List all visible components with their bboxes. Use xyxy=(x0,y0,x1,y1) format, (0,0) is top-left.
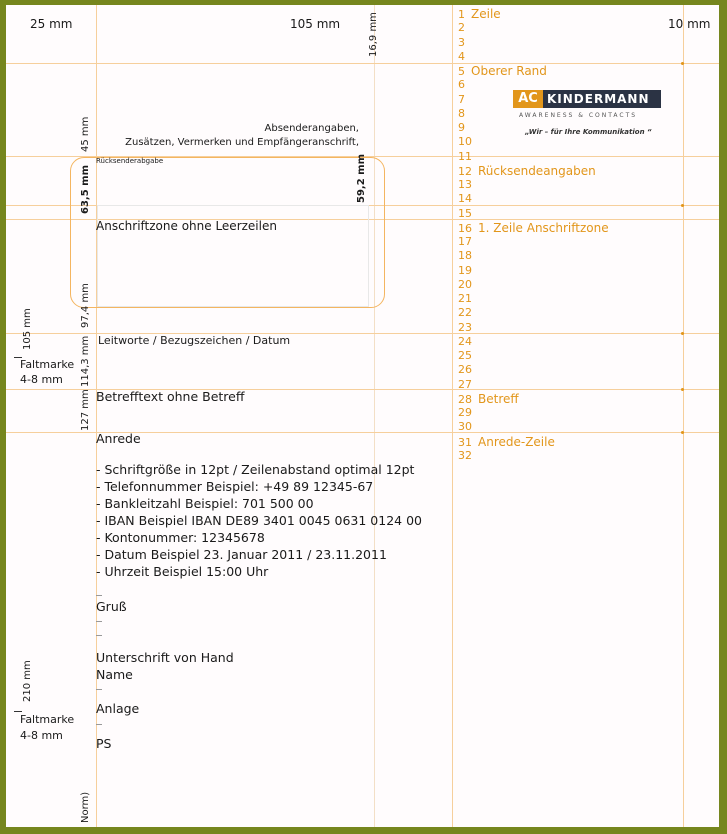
dim-norm: Norm) xyxy=(80,791,91,823)
line-number-row xyxy=(458,50,465,64)
line-number-row xyxy=(458,78,465,92)
line-number: 4 xyxy=(458,49,465,63)
sender-info-line2: Zusätzen, Vermerken und Empfängeranschrift, xyxy=(125,137,359,148)
content-bullet: - Bankleitzahl Beispiel: 701 500 00 xyxy=(96,496,314,511)
line-number-row xyxy=(458,349,472,363)
line-number-row xyxy=(458,363,472,377)
line-number: 19 xyxy=(458,263,472,277)
line-number-row xyxy=(458,121,465,135)
attachment-line: Anlage xyxy=(96,701,140,716)
line-number: 24 xyxy=(458,334,472,348)
line-number: 27 xyxy=(458,377,472,391)
line-number: 8 xyxy=(458,106,465,120)
line-number: 21 xyxy=(458,292,472,305)
line-number-row xyxy=(458,406,472,420)
line-number-row xyxy=(458,21,465,35)
right-margin-dim: 10 mm xyxy=(668,17,711,31)
line-number: 13 xyxy=(458,178,472,191)
line-number: 29 xyxy=(458,406,472,419)
line-number: 17 xyxy=(458,235,472,248)
dim-45mm: 45 mm xyxy=(80,116,91,152)
line-number: 15 xyxy=(458,206,472,220)
line-number-row xyxy=(458,235,472,249)
fold-mark-label-2: Faltmarke xyxy=(20,713,75,726)
content-bullet: - Telefonnummer Beispiel: +49 89 12345-67 xyxy=(96,479,374,494)
spacer-dash xyxy=(96,635,102,636)
guide-dot xyxy=(681,388,684,391)
line-number: 2 xyxy=(458,21,465,35)
line-number: 22 xyxy=(458,306,472,320)
right-margin-guide xyxy=(683,5,684,827)
content-bullet: - Kontonummer: 12345678 xyxy=(96,530,265,545)
logo-badge: AC xyxy=(513,90,543,108)
address-zone-label: Anschriftzone ohne Leerzeilen xyxy=(96,219,277,233)
content-bullet: - IBAN Beispiel IBAN DE89 3401 0045 0631 0124 00 xyxy=(96,513,423,528)
company-logo xyxy=(513,90,663,142)
line-number: 1 xyxy=(458,8,465,21)
ps-line: PS xyxy=(96,736,112,751)
line-number-row xyxy=(458,107,465,121)
line-number-row xyxy=(458,264,472,278)
signature-line: Unterschrift von Hand xyxy=(96,650,234,665)
line-number-row xyxy=(458,378,472,392)
spacer-dash xyxy=(96,595,102,596)
line-number: 3 xyxy=(458,35,465,49)
line-number-row xyxy=(458,36,465,50)
line-number-row xyxy=(458,306,472,320)
letter-template-page xyxy=(6,5,719,827)
spacer-dash xyxy=(96,621,102,622)
sender-info-line1: Absenderangaben, xyxy=(264,123,359,134)
logo-tagline: AWARENESS & CONTACTS xyxy=(519,112,638,119)
return-address-label: Rücksenderabgabe xyxy=(96,157,164,165)
fold-mark-sub-1: 4-8 mm xyxy=(20,373,63,386)
line-number-label: Anrede-Zeile xyxy=(478,434,555,449)
line-number-row xyxy=(458,249,472,263)
line-number-row xyxy=(458,207,472,221)
dim-63mm: 63,5 mm xyxy=(80,165,91,214)
line-number: 6 xyxy=(458,78,465,92)
line-number-row xyxy=(458,335,472,349)
line-number: 10 xyxy=(458,135,472,149)
greeting: Gruß xyxy=(96,599,127,614)
line-number-guide xyxy=(452,5,453,827)
line-number-row xyxy=(458,292,472,306)
subject-line: Betrefftext ohne Betreff xyxy=(96,389,245,404)
line-number: 23 xyxy=(458,320,472,334)
fold-mark-label-1: Faltmarke xyxy=(20,358,75,371)
line-number-row xyxy=(458,150,472,164)
line-number: 18 xyxy=(458,249,472,263)
content-bullet: - Datum Beispiel 23. Januar 2011 / 23.11.2011 xyxy=(96,547,387,562)
line-number: 31 xyxy=(458,435,472,449)
line-number-label: Oberer Rand xyxy=(471,64,547,78)
line-number: 32 xyxy=(458,448,472,462)
line-number: 9 xyxy=(458,121,465,134)
line-number: 14 xyxy=(458,192,472,206)
spacer-dash xyxy=(96,724,102,725)
logo-slogan: „Wir – für Ihre Kommunikation “ xyxy=(525,128,652,136)
line-number-label: Zeile xyxy=(471,7,501,21)
line-number: 5 xyxy=(458,65,465,78)
guide-dot xyxy=(681,332,684,335)
dim-114mm: 114,3 mm xyxy=(80,335,91,387)
spacer-dash xyxy=(96,689,102,690)
address-window-width-dim: 59,2 mm xyxy=(356,154,367,203)
line-number-label: Rücksendeangaben xyxy=(478,163,596,178)
dim-105mm: 105 mm xyxy=(22,308,33,350)
line-number-label: Betreff xyxy=(478,391,519,406)
line-number: 7 xyxy=(458,92,465,106)
guide-dot xyxy=(681,431,684,434)
line-number: 30 xyxy=(458,420,472,434)
line-number: 11 xyxy=(458,149,472,163)
reference-line: Leitworte / Bezugszeichen / Datum xyxy=(98,334,291,347)
line-number-row xyxy=(458,178,472,192)
dim-127mm: 127 mm xyxy=(80,389,91,431)
left-margin-dim: 25 mm xyxy=(30,17,73,31)
line-number-row xyxy=(458,449,472,463)
line-number-row xyxy=(458,64,547,79)
line-number-row xyxy=(458,221,609,236)
top-margin-guide xyxy=(6,63,719,64)
name-line: Name xyxy=(96,667,133,682)
salutation: Anrede xyxy=(96,431,141,446)
line-number-row xyxy=(458,7,501,22)
line-number-row xyxy=(458,392,519,407)
fold-mark-sub-2: 4-8 mm xyxy=(20,729,63,742)
line-number-row xyxy=(458,93,465,107)
content-bullet: - Schriftgröße in 12pt / Zeilenabstand optimal 12pt xyxy=(96,462,415,477)
guide-dot xyxy=(681,204,684,207)
top-margin-vertical-dim: 16,9 mm xyxy=(368,12,379,57)
dim-97mm: 97,4 mm xyxy=(80,283,91,328)
dim-210mm: 210 mm xyxy=(22,660,33,702)
logo-name: KINDERMANN xyxy=(543,90,661,108)
line-number-row xyxy=(458,278,472,292)
line-number: 28 xyxy=(458,392,472,406)
guide-dot xyxy=(681,62,684,65)
center-guide xyxy=(374,5,375,827)
content-bullet: - Uhrzeit Beispiel 15:00 Uhr xyxy=(96,564,269,579)
line-number: 12 xyxy=(458,164,472,178)
line-number-row xyxy=(458,135,472,149)
line-number: 25 xyxy=(458,349,472,362)
line-number-row xyxy=(458,435,555,450)
center-dim: 105 mm xyxy=(290,17,341,31)
line-number: 16 xyxy=(458,221,472,235)
line-number: 26 xyxy=(458,363,472,377)
line-number-row xyxy=(458,420,472,434)
line-number-label: 1. Zeile Anschriftzone xyxy=(478,220,609,235)
line-number-row xyxy=(458,192,472,206)
line-number: 20 xyxy=(458,277,472,291)
fold-mark-tick-2 xyxy=(14,711,22,712)
line-number-row xyxy=(458,321,472,335)
line-number-row xyxy=(458,164,596,179)
